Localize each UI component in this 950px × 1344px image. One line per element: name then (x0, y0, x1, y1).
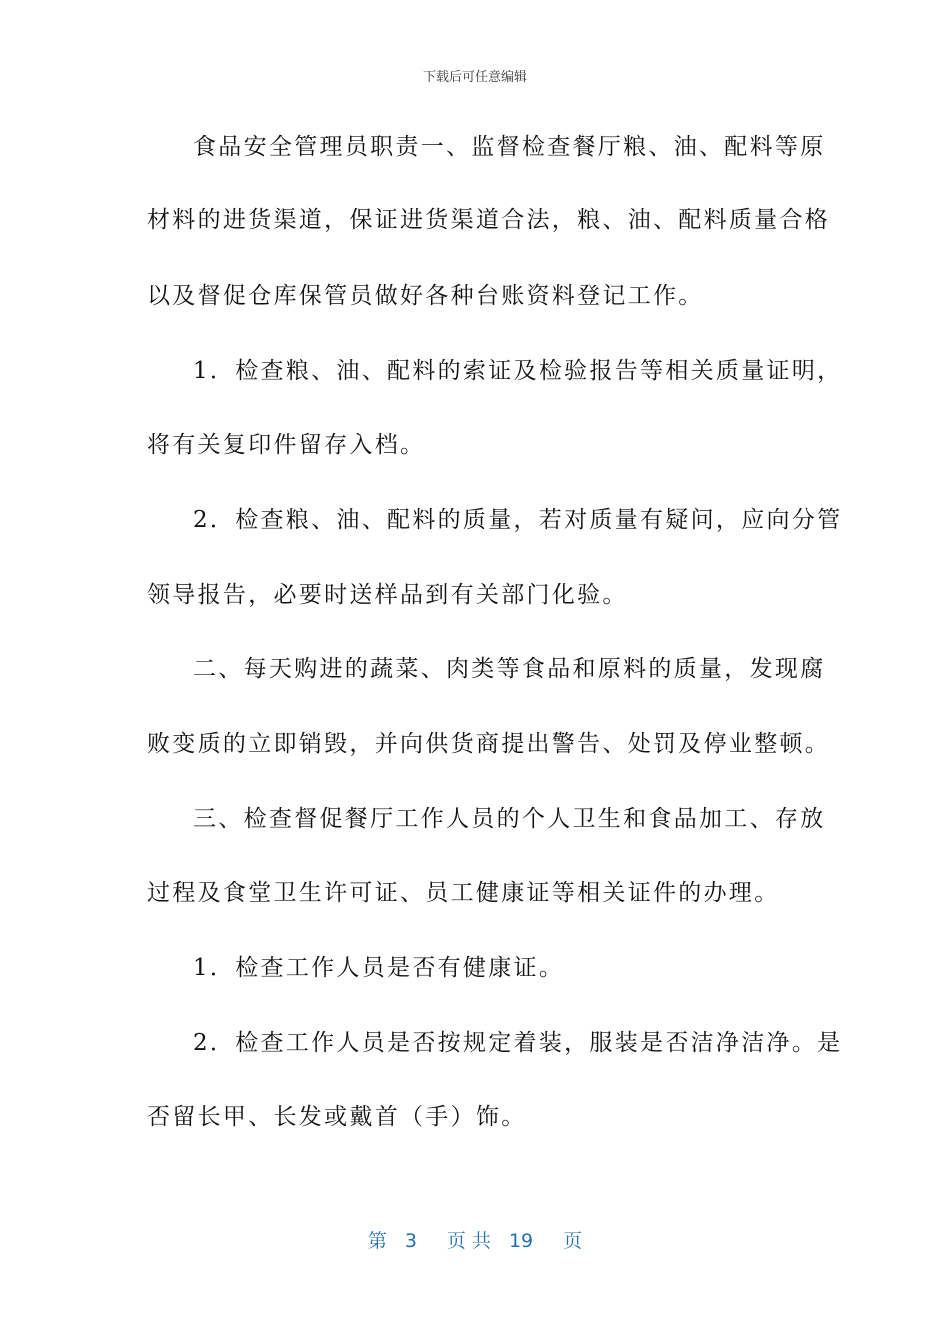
paragraph-line: 败变质的立即销毁，并向供货商提出警告、处罚及停业整顿。 (147, 731, 831, 757)
paragraph-line: 1．检查工作人员是否有健康证。 (193, 955, 565, 981)
paragraph-line: 否留长甲、长发或戴首（手）饰。 (147, 1104, 527, 1130)
footer-middle: 页 共 (446, 1230, 491, 1252)
footer-suffix: 页 (563, 1230, 583, 1252)
paragraph-line: 过程及食堂卫生许可证、员工健康证等相关证件的办理。 (147, 880, 780, 906)
page-footer (0, 1226, 950, 1253)
paragraph-line: 三、检查督促餐厅工作人员的个人卫生和食品加工、存放 (193, 806, 826, 832)
paragraph-line: 材料的进货渠道，保证进货渠道合法，粮、油、配料质量合格 (147, 207, 831, 233)
paragraph-line: 将有关复印件留存入档。 (147, 432, 426, 458)
footer-total-pages: 19 (508, 1230, 534, 1252)
paragraph-line: 以及督促仓库保管员做好各种台账资料登记工作。 (147, 283, 704, 309)
footer-prefix: 第 (367, 1230, 387, 1252)
paragraph-line: 领导报告，必要时送样品到有关部门化验。 (147, 582, 628, 608)
paragraph-line: 1．检查粮、油、配料的索证及检验报告等相关质量证明， (193, 358, 843, 384)
paragraph-line: 二、每天购进的蔬菜、肉类等食品和原料的质量，发现腐 (193, 656, 826, 682)
paragraph-line: 2．检查工作人员是否按规定着装，服装是否洁净洁净。是 (193, 1030, 843, 1056)
paragraph-line: 食品安全管理员职责一、监督检查餐厅粮、油、配料等原 (193, 134, 826, 160)
paragraph-line: 2．检查粮、油、配料的质量，若对质量有疑问，应向分管 (193, 507, 843, 533)
footer-current-page: 3 (404, 1230, 417, 1252)
header-note: 下载后可任意编辑 (422, 70, 527, 85)
